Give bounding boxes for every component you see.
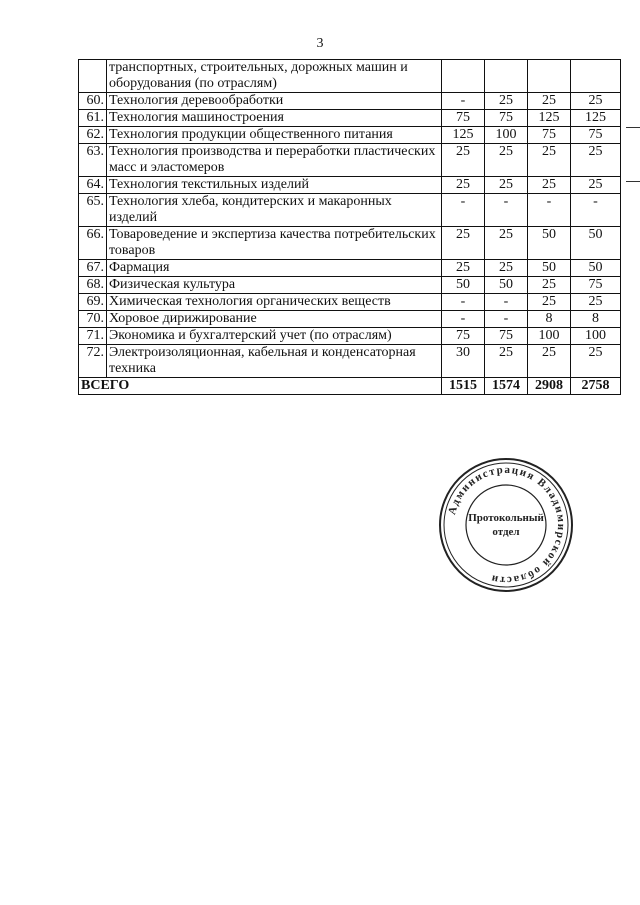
specialty-name: Фармация [107,260,442,277]
value-cell: 25 [528,294,571,311]
total-value: 1574 [485,378,528,395]
specialty-name: Физическая культура [107,277,442,294]
value-cell: 25 [442,227,485,260]
value-cell: 50 [528,260,571,277]
table-row [79,194,621,227]
value-cell: 50 [571,260,621,277]
stamp-seal-icon [438,457,574,593]
row-number: 64. [79,177,107,194]
row-number: 62. [79,127,107,144]
row-number: 61. [79,110,107,127]
value-cell: - [442,93,485,110]
specialty-name: Электроизоляционная, кабельная и конденсаторная техника [107,345,442,378]
svg-text:Администрация Владимирской обл [446,464,567,586]
table-row [79,311,621,328]
specialty-name: Химическая технология органических веществ [107,294,442,311]
table-row [79,144,621,177]
official-stamp [438,457,574,593]
specialty-name: Технология машиностроения [107,110,442,127]
value-cell: - [571,194,621,227]
row-number: 65. [79,194,107,227]
value-cell: 100 [571,328,621,345]
value-cell [442,60,485,93]
value-cell: 30 [442,345,485,378]
row-number: 66. [79,227,107,260]
table-row [79,277,621,294]
value-cell: - [442,194,485,227]
table-row [79,93,621,110]
value-cell: - [442,311,485,328]
value-cell: 75 [571,277,621,294]
total-value: 1515 [442,378,485,395]
row-number [79,60,107,93]
total-value: 2908 [528,378,571,395]
value-cell: 8 [571,311,621,328]
row-number: 60. [79,93,107,110]
value-cell: 25 [528,277,571,294]
value-cell: 25 [485,227,528,260]
value-cell: 125 [442,127,485,144]
value-cell: 25 [571,93,621,110]
value-cell: 125 [571,110,621,127]
specialty-name: Технология текстильных изделий [107,177,442,194]
value-cell: 75 [571,127,621,144]
value-cell: 8 [528,311,571,328]
specialty-name: транспортных, строительных, дорожных машин и оборудования (по отраслям) [107,60,442,93]
value-cell: 50 [571,227,621,260]
value-cell: - [485,294,528,311]
specialty-name: Технология производства и переработки пластических масс и эластомеров [107,144,442,177]
value-cell: 25 [485,260,528,277]
value-cell: 50 [485,277,528,294]
value-cell: - [485,311,528,328]
table-row [79,127,621,144]
row-number: 63. [79,144,107,177]
value-cell: 25 [528,177,571,194]
value-cell: - [528,194,571,227]
row-number: 68. [79,277,107,294]
value-cell: 75 [485,110,528,127]
row-number: 69. [79,294,107,311]
row-number: 70. [79,311,107,328]
specialty-name: Технология деревообработки [107,93,442,110]
table-row [79,345,621,378]
value-cell: 25 [571,177,621,194]
stamp-ring-text: Администрация Владимирской области [446,463,568,587]
value-cell: 125 [528,110,571,127]
stamp-center-line1: Протокольный [468,512,544,524]
value-cell: - [485,194,528,227]
total-value: 2758 [571,378,621,395]
table-row [79,227,621,260]
value-cell: 25 [442,177,485,194]
table-row [79,60,621,93]
specialty-name: Технология продукции общественного питания [107,127,442,144]
value-cell: 25 [528,345,571,378]
value-cell: 50 [528,227,571,260]
total-label: ВСЕГО [79,378,442,395]
value-cell: 100 [485,127,528,144]
value-cell: 75 [485,328,528,345]
total-row [79,378,621,395]
value-cell: 75 [528,127,571,144]
row-number: 67. [79,260,107,277]
table-row [79,260,621,277]
value-cell: 50 [442,277,485,294]
value-cell [528,60,571,93]
value-cell: 75 [442,328,485,345]
specialties-table [78,59,621,395]
margin-mark [626,127,640,128]
value-cell [485,60,528,93]
value-cell: 25 [485,93,528,110]
value-cell: 75 [442,110,485,127]
value-cell: 25 [571,294,621,311]
specialty-name: Экономика и бухгалтерский учет (по отраслям) [107,328,442,345]
table-row [79,328,621,345]
page-number: 3 [316,36,324,51]
specialty-name: Технология хлеба, кондитерских и макаронных изделий [107,194,442,227]
margin-mark [626,181,640,182]
value-cell: 25 [485,345,528,378]
value-cell: 25 [485,144,528,177]
value-cell [571,60,621,93]
value-cell: 25 [571,345,621,378]
value-cell: 100 [528,328,571,345]
value-cell: 25 [571,144,621,177]
row-number: 71. [79,328,107,345]
specialty-name: Товароведение и экспертиза качества потребительских товаров [107,227,442,260]
table-row [79,294,621,311]
value-cell: 25 [528,93,571,110]
stamp-center-line2: отдел [492,526,520,538]
value-cell: 25 [442,260,485,277]
table-row [79,110,621,127]
value-cell: 25 [528,144,571,177]
value-cell: - [442,294,485,311]
value-cell: 25 [442,144,485,177]
table-row [79,177,621,194]
row-number: 72. [79,345,107,378]
specialty-name: Хоровое дирижирование [107,311,442,328]
value-cell: 25 [485,177,528,194]
